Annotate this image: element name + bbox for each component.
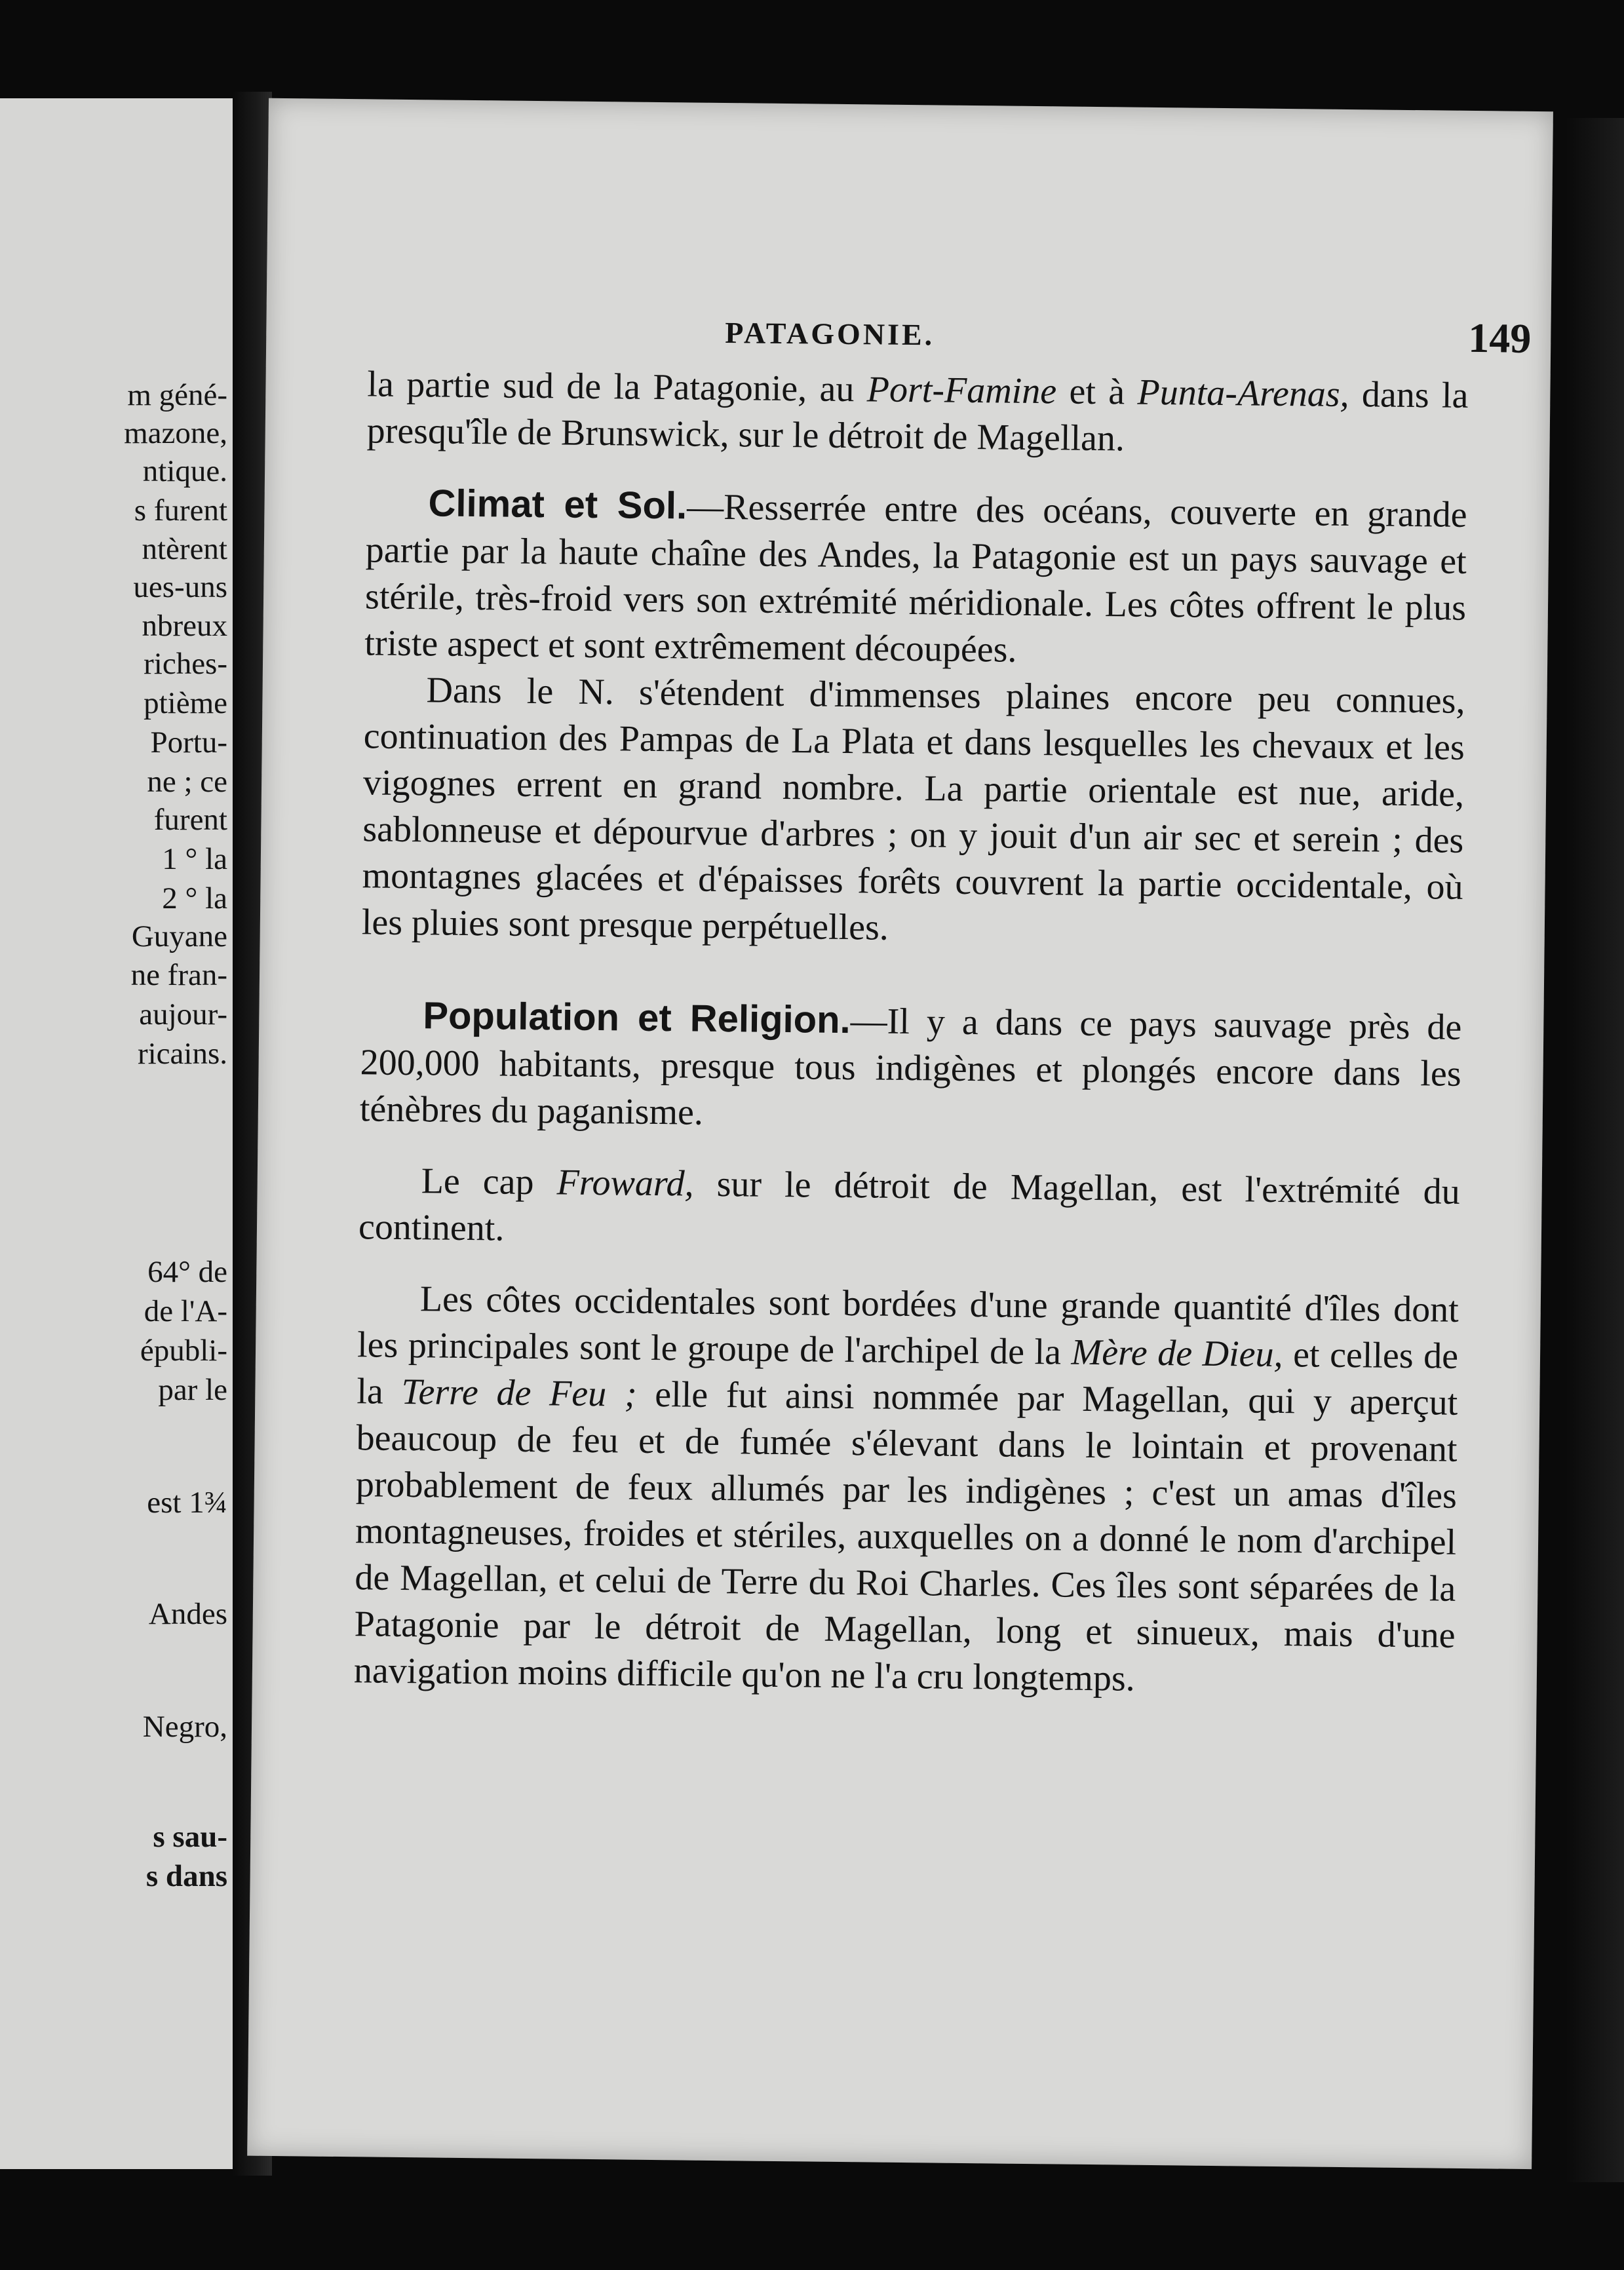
left-page-line: de l'A- <box>144 1294 227 1328</box>
left-page-line: par le <box>158 1373 227 1407</box>
left-page-line: ricains. <box>137 1037 227 1071</box>
left-page-line: s furent <box>134 493 227 528</box>
paragraph-plaines: Dans le N. s'étendent d'immenses plaines encore peu connues, continuation des Pampas de La Plata et dans lesquelles les chevaux et les vigognes errent en grand nombre. La partie orientale est nue, aride, sablonneuse et dépourvue d'arbres ; on y jouit d'un air sec et serein ; des montagnes glacées et d'épaisses forêts couvrent la partie occidentale, où les pluies sont presque perpétuelles. <box>361 670 1465 948</box>
left-page-fragment <box>0 98 233 2169</box>
paragraph-intro: la partie sud de la Patagonie, au Port-Famine et à Punta-Arenas, dans la presqu'île de Brunswick, sur le détroit de Magellan. <box>366 364 1469 459</box>
left-page-line: Negro, <box>142 1710 227 1744</box>
section-heading-climat: Climat et Sol. <box>428 482 687 528</box>
paragraph-iles: Les côtes occidentales sont bordées d'une grande quantité d'îles dont les principales sont le groupe de l'archipel de la Mère de Dieu, et celles de la Terre de Feu ; elle fut ainsi nommée par Magellan, qui y aperçut beaucoup de feu et de fumée s'élevant dans le lointain et provenant probablement de feux allumés par les indigènes ; c'est un amas d'îles montagneuses, froides et stériles, auxquelles on a donné le nom d'archipel de Magellan, et celui de Terre du Roi Charles. Ces îles sont séparées de la Patagonie par le détroit de Magellan, long et sinueux, mais d'une navigation moins difficile qu'on ne l'a cru longtemps. <box>353 1279 1460 1699</box>
page-number: 149 <box>1467 314 1532 362</box>
left-page-line: ntèrent <box>142 532 227 566</box>
left-page-line: furent <box>153 803 227 837</box>
page-edge-shadow <box>1565 118 1624 2182</box>
left-page-line: Andes <box>148 1597 227 1631</box>
left-page-line: aujour- <box>139 997 227 1031</box>
right-page <box>247 98 1553 2169</box>
page-header <box>266 301 1551 368</box>
left-page-line: ne fran- <box>130 958 227 992</box>
left-page-line: nbreux <box>142 609 227 643</box>
left-page-line: Portu- <box>150 725 227 760</box>
left-page-line: Guyane <box>131 919 227 953</box>
page-body <box>354 361 1469 1705</box>
left-page-line: m géné- <box>127 378 227 412</box>
left-page-line: mazone, <box>124 416 227 450</box>
running-head: PATAGONIE. <box>725 316 935 352</box>
left-page-line: ptième <box>144 686 227 720</box>
left-page-line: ntique. <box>142 454 227 488</box>
paragraph-population: Population et Religion.—Il y a dans ce pays sauvage près de 200,000 habitants, presque tous indigènes et plongés encore dans les ténèbres du paganisme. <box>359 994 1462 1133</box>
left-page-line: ne ; ce <box>147 765 227 799</box>
left-page-line: s sau- <box>153 1820 227 1854</box>
paragraph-climat: Climat et Sol.—Resserrée entre des océans, couverte en grande partie par la haute chaîne des Andes, la Patagonie est un pays sauvage et stérile, très-froid vers son extrémité méridionale. Les côtes offrent le plus triste aspect et sont extrêmement découpées. <box>364 482 1467 670</box>
left-page-line: 2 ° la <box>162 881 227 915</box>
paragraph-froward: Le cap Froward, sur le détroit de Magellan, est l'extrémité du continent. <box>358 1161 1460 1249</box>
left-page-line: ues-uns <box>133 570 227 604</box>
left-page-line: 64° de <box>147 1255 227 1289</box>
left-page-line: s dans <box>145 1859 227 1893</box>
section-heading-population: Population et Religion. <box>423 994 851 1042</box>
left-page-line: 1 ° la <box>162 842 227 876</box>
left-page-line: riches- <box>144 647 227 681</box>
left-page-line: épubli- <box>140 1334 227 1368</box>
left-page-line: est 1¾ <box>147 1486 227 1520</box>
